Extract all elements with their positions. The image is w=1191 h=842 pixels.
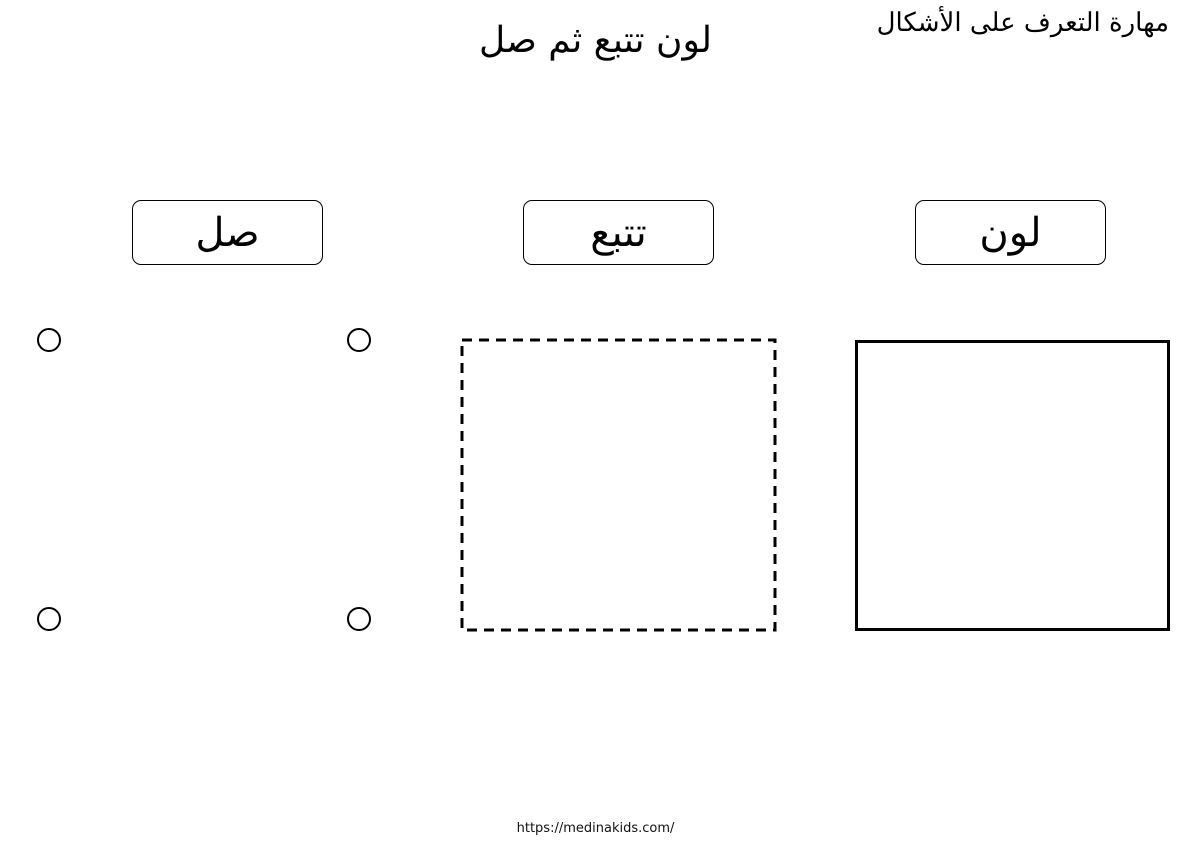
connect-dot-top-left [37, 328, 61, 352]
footer-url: https://medinakids.com/ [516, 821, 675, 836]
label-trace-text: تتبع [590, 209, 647, 256]
page-title: لون تتبع ثم صل [478, 20, 713, 61]
label-color-text: لون [979, 209, 1042, 256]
connect-dot-top-right [347, 328, 371, 352]
skill-title: مهارة التعرف على الأشكال [876, 8, 1169, 38]
connect-dot-bottom-right [347, 607, 371, 631]
label-connect-text: صل [195, 209, 260, 256]
dashed-square-path [462, 340, 775, 630]
connect-dot-bottom-left [37, 607, 61, 631]
